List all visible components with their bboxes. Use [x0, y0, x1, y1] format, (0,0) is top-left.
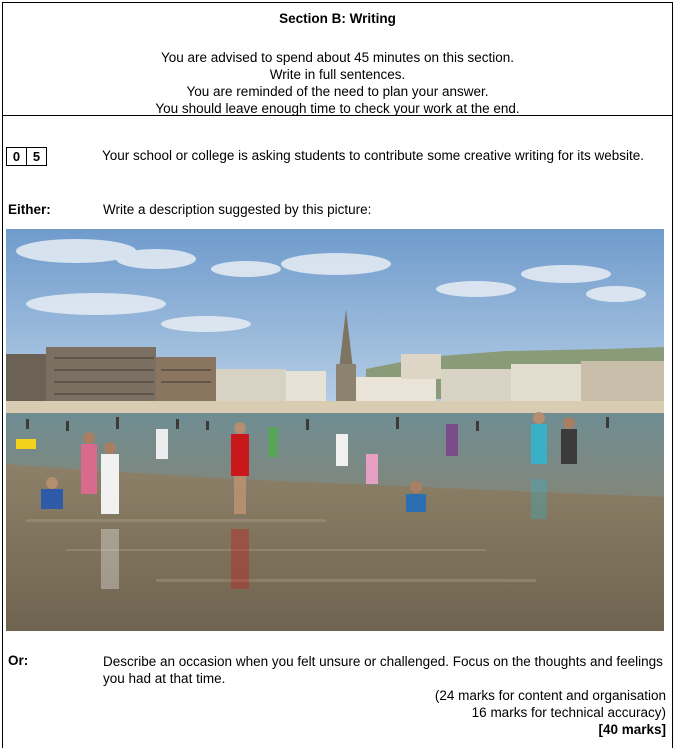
- either-text: Write a description suggested by this picture:: [103, 202, 372, 217]
- either-label: Either:: [8, 202, 51, 217]
- promenade: [6, 401, 664, 413]
- or-text: Describe an occasion when you felt unsure or challenged. Focus on the thoughts and feelings you had at that time.: [103, 654, 663, 686]
- marks-allocation: [435, 687, 666, 738]
- question-digit: 5: [27, 147, 47, 166]
- advice-line: You are reminded of the need to plan your answer.: [186, 84, 489, 99]
- or-label: Or:: [8, 653, 29, 668]
- advice-line: You are advised to spend about 45 minutes on this section.: [161, 50, 514, 65]
- section-advice: [3, 49, 672, 117]
- question-text: Your school or college is asking students to contribute some creative writing for its website.: [102, 148, 645, 163]
- question-number: [6, 147, 47, 166]
- advice-line: Write in full sentences.: [269, 67, 406, 82]
- section-header: [3, 3, 672, 116]
- beach-photo: [6, 229, 664, 631]
- marks-content: (24 marks for content and organisation: [434, 688, 666, 703]
- advice-line: You should leave enough time to check your work at the end.: [155, 101, 520, 116]
- marks-total: [40 marks]: [598, 722, 666, 737]
- exam-page: [2, 2, 673, 748]
- section-title: Section B: Writing: [279, 11, 396, 26]
- question-digit: 0: [6, 147, 27, 166]
- marks-technical: 16 marks for technical accuracy): [471, 705, 666, 720]
